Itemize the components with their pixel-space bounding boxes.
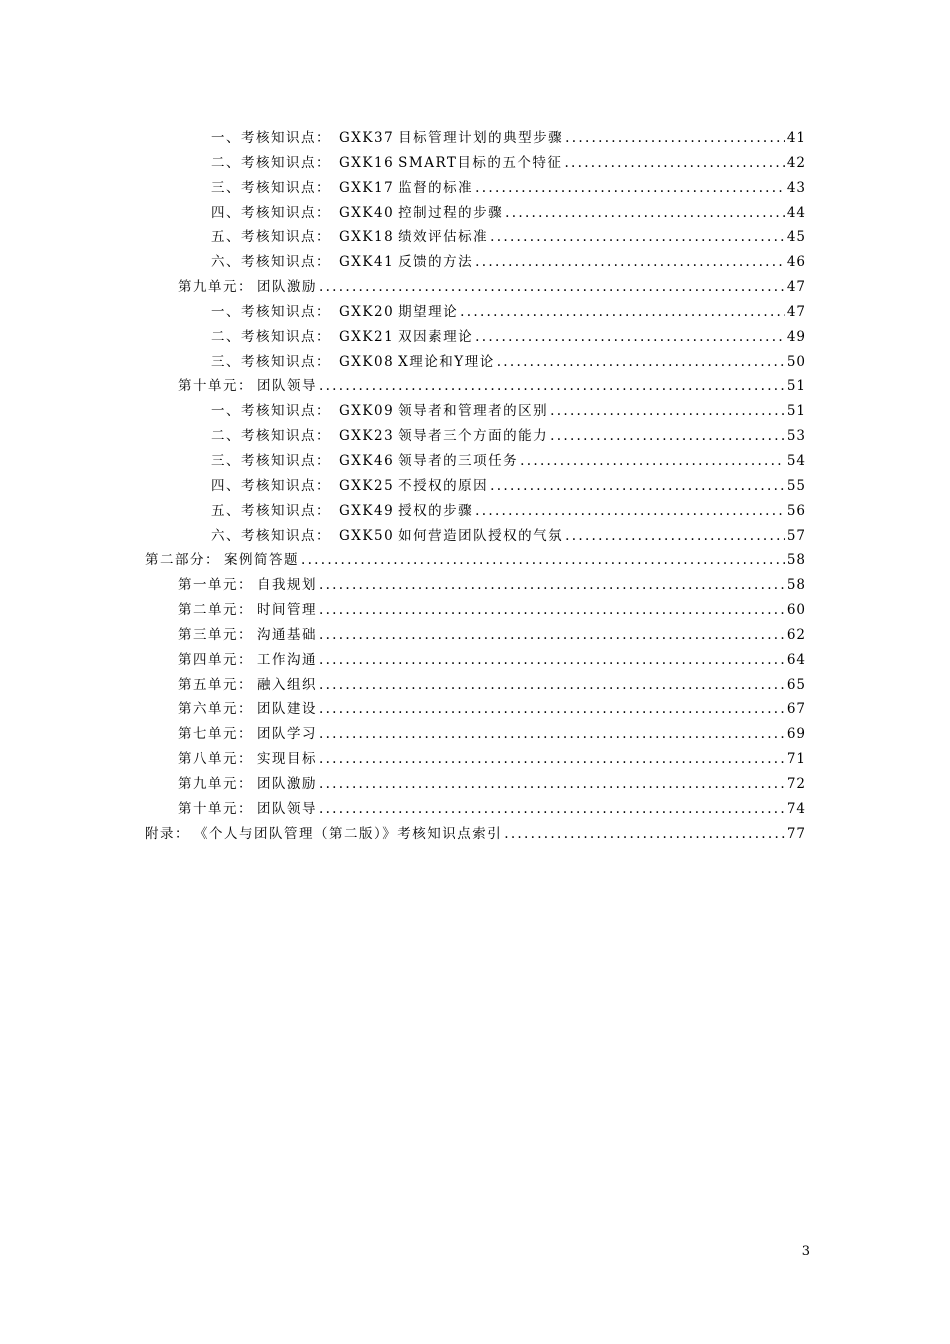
toc-entry-code: GXK23	[339, 428, 395, 445]
toc-leader-dots	[475, 176, 785, 201]
toc-entry-page: 45	[786, 229, 806, 246]
toc-entry[interactable]	[0, 524, 950, 549]
toc-entry[interactable]	[0, 275, 950, 300]
toc-leader-dots	[550, 399, 785, 424]
toc-entry-title: 控制过程的步骤	[398, 204, 504, 221]
toc-entry-page: 65	[786, 676, 806, 693]
toc-entry-title: 期望理论	[398, 303, 459, 320]
toc-entry-label: 一、考核知识点：	[211, 303, 331, 320]
toc-entry-title: 工作沟通	[257, 651, 317, 668]
toc-entry-page: 44	[786, 204, 806, 221]
toc-entry-title: 不授权的原因	[398, 477, 489, 494]
toc-leader-dots	[565, 524, 785, 549]
toc-entry[interactable]	[0, 474, 950, 499]
toc-leader-dots	[319, 374, 785, 399]
toc-entry-title: 团队激励	[257, 775, 317, 792]
toc-entry-page: 43	[786, 179, 806, 196]
toc-entry-label: 三、考核知识点：	[211, 353, 331, 370]
toc-entry[interactable]	[0, 697, 950, 722]
toc-entry-page: 56	[786, 502, 806, 519]
table-of-contents	[0, 126, 950, 846]
toc-entry[interactable]	[0, 673, 950, 698]
toc-leader-dots	[319, 722, 785, 747]
toc-entry-title: 如何营造团队授权的气氛	[398, 527, 564, 544]
toc-entry-label: 二、考核知识点：	[211, 428, 331, 445]
toc-entry[interactable]	[0, 822, 950, 847]
toc-entry-page: 62	[786, 626, 806, 643]
toc-entry-page: 71	[786, 751, 806, 768]
toc-entry-label: 第九单元：	[178, 279, 253, 296]
toc-entry-title: 时间管理	[257, 602, 317, 619]
toc-entry-page: 51	[786, 378, 806, 395]
toc-leader-dots	[319, 797, 785, 822]
toc-entry-label: 第九单元：	[178, 775, 253, 792]
toc-entry-title: 团队学习	[257, 726, 317, 743]
toc-leader-dots	[490, 225, 785, 250]
toc-leader-dots	[550, 424, 785, 449]
toc-entry-label: 第一单元：	[178, 577, 253, 594]
toc-leader-dots	[460, 300, 785, 325]
toc-leader-dots	[319, 275, 785, 300]
toc-entry-label: 一、考核知识点：	[211, 130, 331, 146]
toc-entry-page: 57	[786, 527, 806, 544]
toc-entry-title: 领导者三个方面的能力	[398, 428, 549, 445]
toc-entry-label: 第四单元：	[178, 651, 253, 668]
toc-entry[interactable]	[0, 201, 950, 226]
toc-entry-page: 47	[786, 279, 806, 296]
toc-entry-label: 第十单元：	[178, 800, 253, 817]
toc-entry-title: X理论和Y理论	[398, 353, 495, 370]
toc-leader-dots	[319, 673, 785, 698]
toc-entry-page: 74	[786, 800, 806, 817]
page-number: 3	[801, 1244, 810, 1259]
toc-entry-page: 77	[786, 825, 806, 842]
toc-entry-code: GXK37	[339, 130, 395, 146]
toc-entry-label: 六、考核知识点：	[211, 527, 331, 544]
toc-leader-dots	[319, 747, 785, 772]
toc-entry-code: GXK09	[339, 403, 395, 420]
toc-entry-code: GXK08	[339, 353, 395, 370]
toc-entry-title: 双因素理论	[398, 328, 474, 345]
toc-entry-title: 自我规划	[257, 577, 317, 594]
toc-leader-dots	[319, 573, 785, 598]
toc-entry[interactable]	[0, 126, 950, 151]
toc-entry-title: 《个人与团队管理（第二版）》考核知识点索引	[194, 825, 503, 842]
toc-entry-label: 五、考核知识点：	[211, 229, 331, 246]
toc-entry-page: 54	[786, 452, 806, 469]
toc-entry-page: 46	[786, 254, 806, 271]
toc-entry-label: 第八单元：	[178, 751, 253, 768]
toc-entry-page: 51	[786, 403, 806, 420]
toc-entry-label: 二、考核知识点：	[211, 328, 331, 345]
toc-entry-page: 64	[786, 651, 806, 668]
toc-leader-dots	[497, 350, 785, 375]
toc-entry-label: 六、考核知识点：	[211, 254, 331, 271]
toc-leader-dots	[319, 648, 785, 673]
toc-leader-dots	[319, 772, 785, 797]
toc-entry-label: 附录：	[145, 825, 190, 842]
toc-entry-title: 团队建设	[257, 701, 317, 718]
toc-entry-page: 47	[786, 303, 806, 320]
toc-entry-code: GXK17	[339, 179, 395, 196]
toc-leader-dots	[520, 449, 785, 474]
toc-entry[interactable]	[0, 225, 950, 250]
toc-entry-page: 53	[786, 428, 806, 445]
toc-entry-title: 授权的步骤	[398, 502, 474, 519]
toc-leader-dots	[564, 151, 784, 176]
toc-entry-code: GXK18	[339, 229, 395, 246]
toc-entry-page: 69	[786, 726, 806, 743]
toc-leader-dots	[319, 697, 785, 722]
toc-entry-title: 沟通基础	[257, 626, 317, 643]
toc-entry-title: 团队领导	[257, 800, 317, 817]
toc-entry-label: 三、考核知识点：	[211, 179, 331, 196]
toc-entry-page: 49	[786, 328, 806, 345]
toc-entry[interactable]	[0, 623, 950, 648]
toc-entry[interactable]	[0, 573, 950, 598]
toc-entry-title: 监督的标准	[398, 179, 474, 196]
toc-leader-dots	[319, 623, 785, 648]
toc-entry-title: 绩效评估标准	[398, 229, 489, 246]
toc-entry-label: 第五单元：	[178, 676, 253, 693]
toc-entry-title: 反馈的方法	[398, 254, 474, 271]
toc-entry-page: 50	[786, 353, 806, 370]
toc-entry-title: 领导者和管理者的区别	[398, 403, 549, 420]
toc-entry-label: 五、考核知识点：	[211, 502, 331, 519]
toc-leader-dots	[301, 548, 785, 573]
toc-entry[interactable]	[0, 598, 950, 623]
toc-entry[interactable]	[0, 300, 950, 325]
toc-entry-title: 目标管理计划的典型步骤	[398, 130, 564, 146]
toc-entry-label: 第二部分：	[145, 552, 220, 569]
toc-entry-page: 42	[786, 154, 806, 171]
toc-leader-dots	[475, 499, 785, 524]
toc-entry-code: GXK49	[339, 502, 395, 519]
toc-entry[interactable]	[0, 250, 950, 275]
toc-entry-label: 第二单元：	[178, 602, 253, 619]
toc-entry[interactable]	[0, 374, 950, 399]
toc-entry-title: 领导者的三项任务	[398, 452, 519, 469]
toc-entry-label: 第六单元：	[178, 701, 253, 718]
toc-entry[interactable]	[0, 648, 950, 673]
toc-entry[interactable]	[0, 325, 950, 350]
toc-entry[interactable]	[0, 797, 950, 822]
toc-entry-page: 41	[786, 130, 806, 146]
toc-entry[interactable]	[0, 350, 950, 375]
toc-leader-dots	[475, 325, 785, 350]
toc-entry-title: 实现目标	[257, 751, 317, 768]
toc-entry[interactable]	[0, 722, 950, 747]
toc-entry-title: 融入组织	[257, 676, 317, 693]
toc-entry-label: 四、考核知识点：	[211, 204, 331, 221]
toc-entry-page: 60	[786, 602, 806, 619]
toc-entry-code: GXK21	[339, 328, 395, 345]
toc-entry[interactable]	[0, 747, 950, 772]
toc-entry-title: 案例简答题	[224, 552, 299, 569]
toc-entry-code: GXK50	[339, 527, 395, 544]
toc-entry-page: 55	[786, 477, 806, 494]
toc-entry[interactable]	[0, 772, 950, 797]
toc-entry-label: 二、考核知识点：	[211, 154, 331, 171]
toc-entry-code: GXK41	[339, 254, 395, 271]
toc-entry-label: 三、考核知识点：	[211, 452, 331, 469]
toc-leader-dots	[319, 598, 785, 623]
toc-leader-dots	[505, 201, 785, 226]
toc-entry-label: 第七单元：	[178, 726, 253, 743]
toc-entry[interactable]	[0, 499, 950, 524]
toc-entry[interactable]	[0, 151, 950, 176]
toc-entry-code: GXK40	[339, 204, 395, 221]
toc-entry[interactable]	[0, 399, 950, 424]
toc-entry-page: 58	[786, 577, 806, 594]
toc-entry-page: 58	[786, 552, 806, 569]
toc-entry-code: GXK25	[339, 477, 395, 494]
toc-entry-page: 67	[786, 701, 806, 718]
toc-entry-label: 一、考核知识点：	[211, 403, 331, 420]
toc-entry-label: 第十单元：	[178, 378, 253, 395]
toc-entry-label: 四、考核知识点：	[211, 477, 331, 494]
toc-entry-title: SMART目标的五个特征	[398, 154, 563, 171]
toc-entry-code: GXK20	[339, 303, 395, 320]
toc-entry-label: 第三单元：	[178, 626, 253, 643]
toc-entry-code: GXK46	[339, 452, 395, 469]
toc-entry-title: 团队激励	[257, 279, 317, 296]
toc-leader-dots	[490, 474, 785, 499]
toc-entry[interactable]	[0, 424, 950, 449]
toc-leader-dots	[565, 126, 785, 151]
toc-leader-dots	[504, 822, 785, 847]
toc-leader-dots	[475, 250, 785, 275]
toc-entry[interactable]	[0, 449, 950, 474]
toc-entry[interactable]	[0, 176, 950, 201]
toc-entry-title: 团队领导	[257, 378, 317, 395]
toc-entry[interactable]	[0, 548, 950, 573]
toc-entry-page: 72	[786, 775, 806, 792]
toc-entry-code: GXK16	[339, 154, 395, 171]
